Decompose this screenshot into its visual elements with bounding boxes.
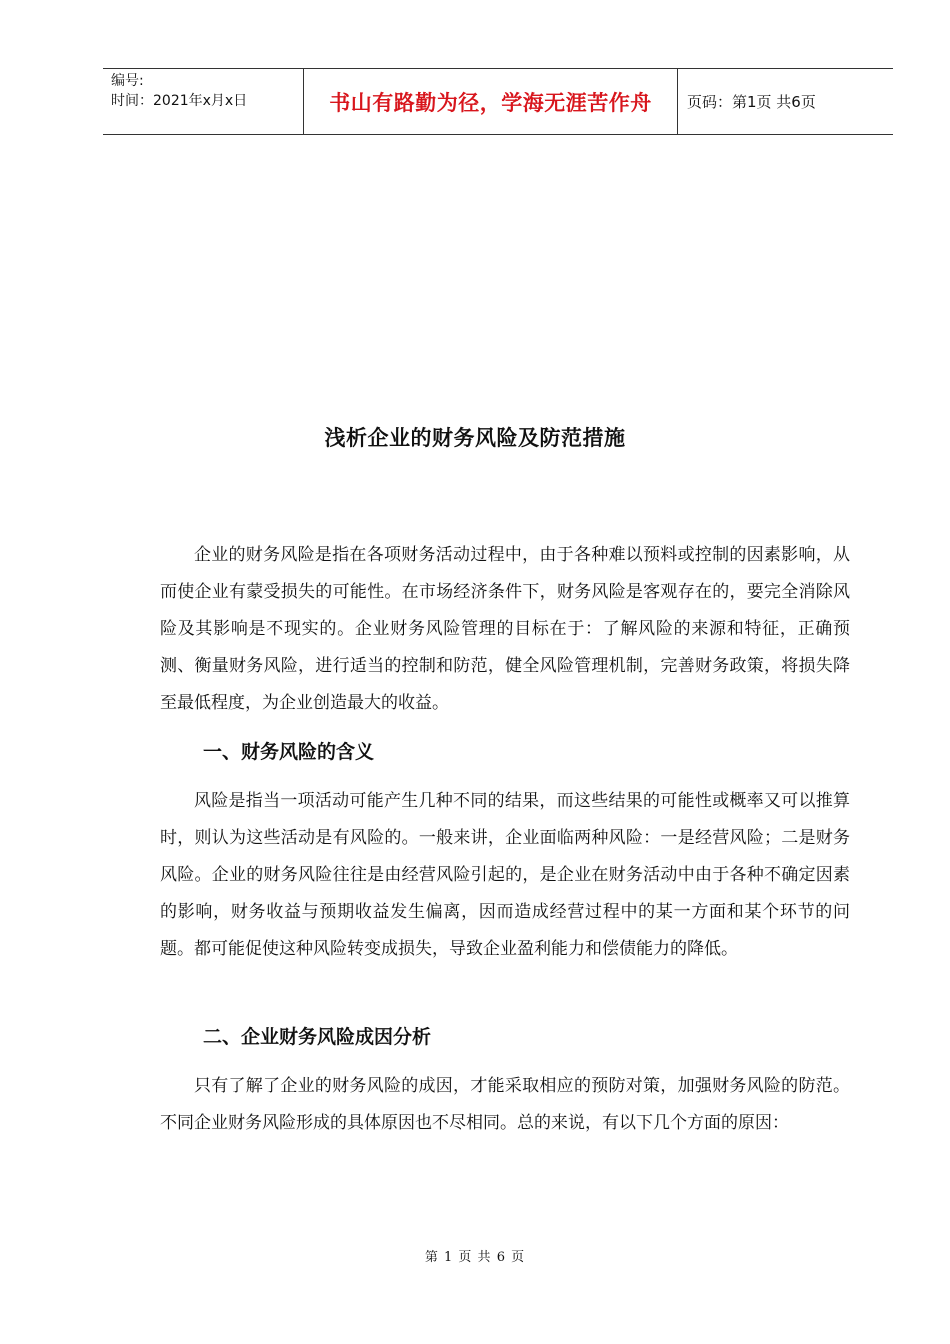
header-motto-cell [304,69,678,134]
document-title: 浅析企业的财务风险及防范措施 [324,426,626,450]
intro-paragraph: 企业的财务风险是指在各项财务活动过程中，由于各种难以预料或控制的因素影响，从而使企业有蒙受损失的可能性。在市场经济条件下，财务风险是客观存在的，要完全消除风险及其影响是不现实的。企业财务风险管理的目标在于：了解风险的来源和特征，正确预测、衡量财务风险，进行适当的控制和防范，健全风险管理机制，完善财务政策，将损失降至最低程度，为企业创造最大的收益。 [160,545,850,713]
header-table [103,68,893,135]
page-footer: 第 1 页 共 6 页 [424,1250,526,1265]
section-heading-1: 一、财务风险的含义 [203,741,375,763]
section-heading-2: 二、企业财务风险成因分析 [203,1026,432,1048]
page-info: 页码：第1页 共6页 [687,93,816,111]
section-paragraph-1: 风险是指当一项活动可能产生几种不同的结果，而这些结果的可能性或概率又可以推算时，则认为这些活动是有风险的。一般来讲，企业面临两种风险：一是经营风险；二是财务风险。企业的财务风险往往是由经营风险引起的，是企业在财务活动中由于各种不确定因素的影响，财务收益与预期收益发生偏离，因而造成经营过程中的某一方面和某个环节的问题。都可能促使这种风险转变成损失，导致企业盈利能力和偿债能力的降低。 [160,791,850,959]
time-label: 时间：2021年x月x日 [111,93,248,109]
header-meta-cell [103,69,304,134]
motto-text: 书山有路勤为径，学海无涯苦作舟 [329,90,652,115]
header-page-cell [678,69,893,134]
number-label: 编号: [111,73,144,89]
section-paragraph-2: 只有了解了企业的财务风险的成因，才能采取相应的预防对策，加强财务风险的防范。不同企业财务风险形成的具体原因也不尽相同。总的来说，有以下几个方面的原因： [160,1076,850,1133]
